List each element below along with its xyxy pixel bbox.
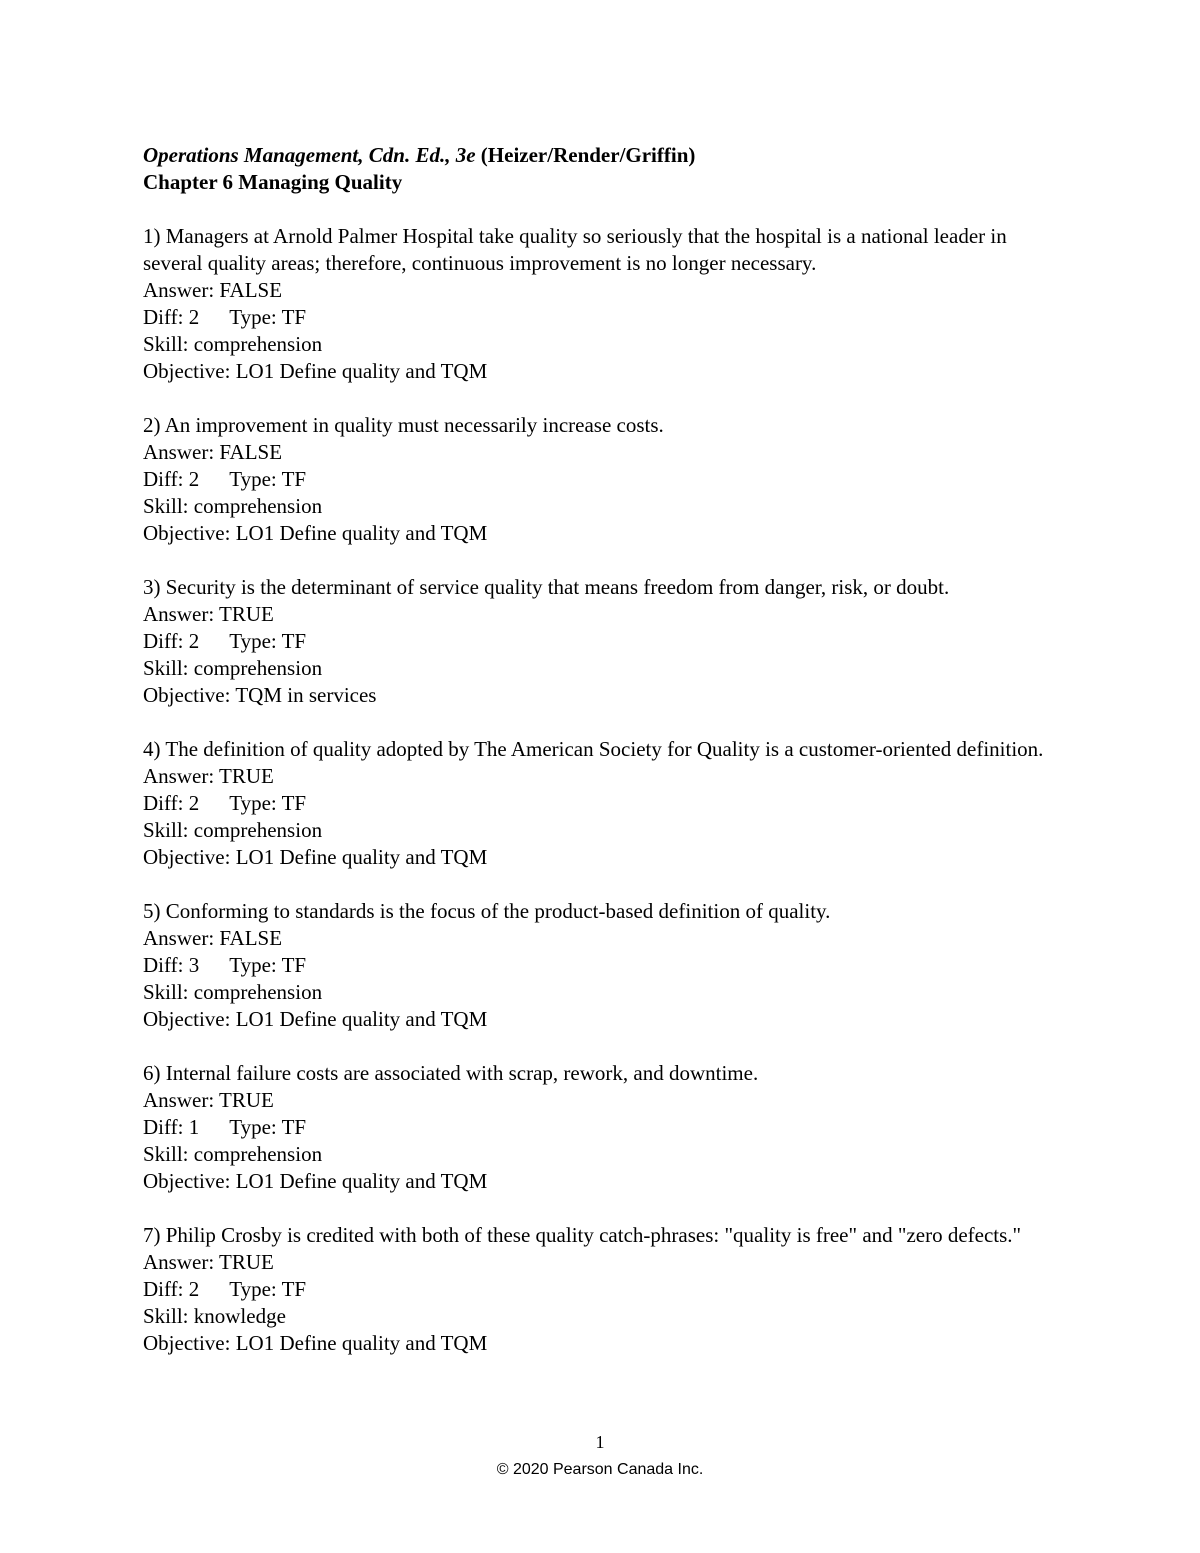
question-type: Type: TF: [229, 629, 307, 653]
question-objective: Objective: LO1 Define quality and TQM: [143, 521, 488, 545]
book-title-line: [143, 142, 1063, 169]
question-diff-type: [143, 790, 1063, 817]
question-diff-type: [143, 1276, 1063, 1303]
question-objective: Objective: LO1 Define quality and TQM: [143, 1169, 488, 1193]
question-answer: Answer: TRUE: [143, 1088, 274, 1112]
question-type: Type: TF: [229, 953, 307, 977]
question-item: [143, 1222, 1063, 1357]
document-content: [143, 142, 1063, 1357]
book-authors: (Heizer/Render/Griffin): [475, 143, 696, 167]
question-diff: Diff: 2: [143, 467, 200, 491]
question-skill: Skill: comprehension: [143, 818, 323, 842]
question-item: [143, 574, 1063, 709]
page-number: 1: [595, 1432, 605, 1452]
question-diff-type: [143, 1114, 1063, 1141]
question-skill: Skill: comprehension: [143, 494, 323, 518]
question-objective: Objective: LO1 Define quality and TQM: [143, 1331, 488, 1355]
question-text: 2) An improvement in quality must necessarily increase costs.: [143, 413, 664, 437]
question-item: [143, 1060, 1063, 1195]
question-type: Type: TF: [229, 791, 307, 815]
copyright-notice: © 2020 Pearson Canada Inc.: [496, 1461, 704, 1478]
question-diff-type: [143, 466, 1063, 493]
question-diff: Diff: 2: [143, 305, 200, 329]
question-type: Type: TF: [229, 1115, 307, 1139]
question-objective: Objective: TQM in services: [143, 683, 377, 707]
question-answer: Answer: FALSE: [143, 278, 283, 302]
question-type: Type: TF: [229, 467, 307, 491]
question-text: 4) The definition of quality adopted by The American Society for Quality is a customer-oriented definition.: [143, 737, 1044, 761]
question-text: 5) Conforming to standards is the focus of the product-based definition of quality.: [143, 899, 831, 923]
question-diff-type: [143, 304, 1063, 331]
question-item: [143, 223, 1063, 385]
question-diff: Diff: 2: [143, 629, 200, 653]
question-text: 6) Internal failure costs are associated with scrap, rework, and downtime.: [143, 1061, 759, 1085]
question-diff: Diff: 1: [143, 1115, 200, 1139]
question-objective: Objective: LO1 Define quality and TQM: [143, 1007, 488, 1031]
question-answer: Answer: TRUE: [143, 764, 274, 788]
question-diff-type: [143, 628, 1063, 655]
question-answer: Answer: TRUE: [143, 1250, 274, 1274]
question-objective: Objective: LO1 Define quality and TQM: [143, 359, 488, 383]
question-text: 1) Managers at Arnold Palmer Hospital take quality so seriously that the hospital is a national leader in several quality areas; therefore, continuous improvement is no longer necessary.: [143, 224, 1007, 275]
question-item: [143, 412, 1063, 547]
question-diff: Diff: 2: [143, 1277, 200, 1301]
question-answer: Answer: FALSE: [143, 440, 283, 464]
question-type: Type: TF: [229, 305, 307, 329]
book-title: Operations Management, Cdn. Ed., 3e: [143, 143, 476, 167]
question-diff: Diff: 2: [143, 791, 200, 815]
question-skill: Skill: comprehension: [143, 980, 323, 1004]
question-answer: Answer: TRUE: [143, 602, 274, 626]
question-text: 3) Security is the determinant of service quality that means freedom from danger, risk, or doubt.: [143, 575, 950, 599]
question-diff-type: [143, 952, 1063, 979]
question-diff: Diff: 3: [143, 953, 200, 977]
question-skill: Skill: comprehension: [143, 332, 323, 356]
question-skill: Skill: comprehension: [143, 656, 323, 680]
question-skill: Skill: comprehension: [143, 1142, 323, 1166]
question-skill: Skill: knowledge: [143, 1304, 286, 1328]
question-item: [143, 736, 1063, 871]
question-objective: Objective: LO1 Define quality and TQM: [143, 845, 488, 869]
chapter-title: Chapter 6 Managing Quality: [143, 170, 403, 194]
question-type: Type: TF: [229, 1277, 307, 1301]
question-text: 7) Philip Crosby is credited with both of these quality catch-phrases: "quality is free" and "zero defects.": [143, 1223, 1022, 1247]
question-item: [143, 898, 1063, 1033]
question-answer: Answer: FALSE: [143, 926, 283, 950]
